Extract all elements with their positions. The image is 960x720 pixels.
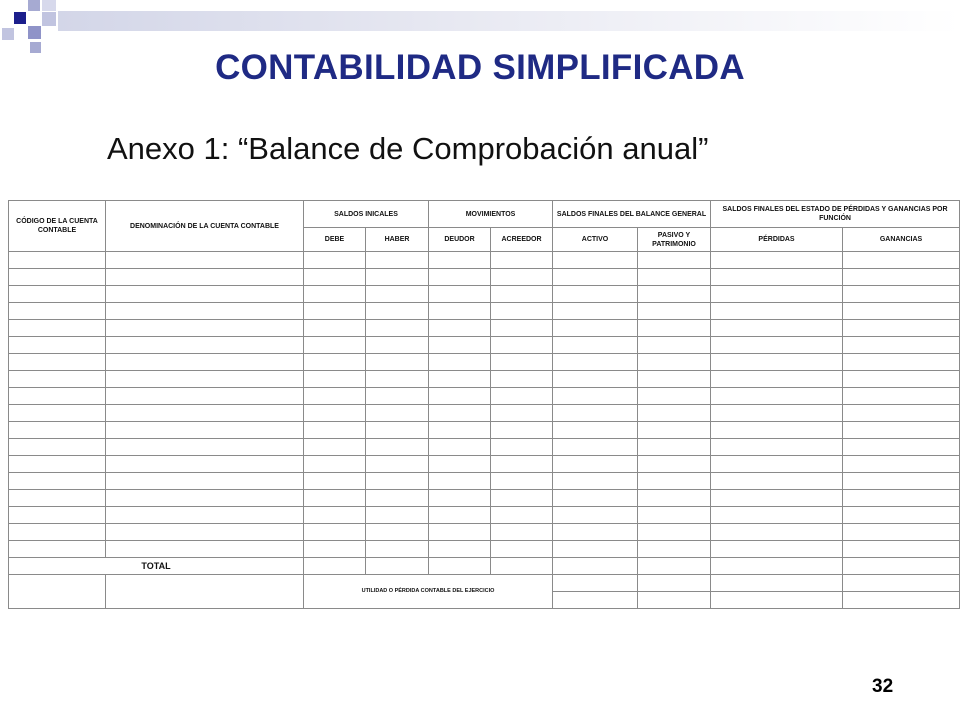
table-cell [304, 337, 366, 354]
table-cell [843, 354, 960, 371]
table-cell [553, 507, 638, 524]
table-cell [843, 541, 960, 558]
table-cell [429, 354, 491, 371]
table-cell [843, 303, 960, 320]
table-cell [553, 592, 638, 609]
decor-square-dark [28, 26, 41, 39]
table-cell [843, 558, 960, 575]
table-cell [843, 507, 960, 524]
table-cell [638, 524, 711, 541]
table-cell [711, 337, 843, 354]
table-cell [366, 439, 429, 456]
table-cell [366, 405, 429, 422]
table-cell [711, 541, 843, 558]
decor-square-light [2, 28, 14, 40]
table-cell [366, 303, 429, 320]
col-header-ganancias: GANANCIAS [843, 228, 960, 252]
table-cell [553, 303, 638, 320]
table-cell [553, 354, 638, 371]
table-cell [491, 405, 553, 422]
table-cell [491, 422, 553, 439]
table-cell [429, 558, 491, 575]
table-cell [106, 541, 304, 558]
table-cell [106, 320, 304, 337]
table-cell [366, 354, 429, 371]
group-header-saldos-perdidas: SALDOS FINALES DEL ESTADO DE PÉRDIDAS Y GANANCIAS POR FUNCIÓN [711, 201, 960, 228]
table-cell [491, 354, 553, 371]
table-cell [9, 286, 106, 303]
table-cell [106, 524, 304, 541]
table-cell [638, 371, 711, 388]
table-row [9, 422, 960, 439]
balance-table [8, 200, 960, 609]
table-cell [9, 303, 106, 320]
total-label: TOTAL [9, 558, 304, 575]
table-cell [106, 575, 304, 592]
col-header-pasivo: PASIVO Y PATRIMONIO [638, 228, 711, 252]
table-row [9, 507, 960, 524]
table-cell [429, 405, 491, 422]
table-cell [304, 507, 366, 524]
table-cell [106, 388, 304, 405]
table-cell [553, 558, 638, 575]
table-row [9, 473, 960, 490]
table-cell [843, 252, 960, 269]
table-cell [491, 388, 553, 405]
table-cell [553, 320, 638, 337]
table-cell [638, 541, 711, 558]
table-cell [304, 320, 366, 337]
table-cell [304, 541, 366, 558]
col-header-codigo: CÓDIGO DE LA CUENTA CONTABLE [9, 201, 106, 252]
table-cell [711, 405, 843, 422]
table-cell [9, 320, 106, 337]
table-row [9, 269, 960, 286]
table-cell [843, 388, 960, 405]
table-cell [106, 269, 304, 286]
table-cell [711, 354, 843, 371]
table-cell [553, 439, 638, 456]
table-cell [9, 439, 106, 456]
table-header-row [9, 201, 960, 228]
table-cell [9, 456, 106, 473]
table-cell [304, 490, 366, 507]
table-cell [638, 558, 711, 575]
table-cell [843, 405, 960, 422]
table-cell [711, 490, 843, 507]
table-cell [304, 473, 366, 490]
table-cell [106, 371, 304, 388]
table-cell [366, 388, 429, 405]
table-cell [429, 371, 491, 388]
table-cell [429, 422, 491, 439]
table-cell [711, 524, 843, 541]
table-row [9, 286, 960, 303]
table-cell [9, 422, 106, 439]
group-header-saldos-iniciales: SALDOS INICALES [304, 201, 429, 228]
group-header-movimientos: MOVIMIENTOS [429, 201, 553, 228]
col-header-deudor: DEUDOR [429, 228, 491, 252]
table-row [9, 456, 960, 473]
utilidad-label: UTILIDAD O PÉRDIDA CONTABLE DEL EJERCICIO [304, 575, 553, 609]
table-cell [491, 456, 553, 473]
table-cell [9, 507, 106, 524]
table-cell [429, 541, 491, 558]
table-cell [491, 473, 553, 490]
table-cell [106, 337, 304, 354]
table-row [9, 354, 960, 371]
decor-square-light [28, 0, 40, 11]
table-cell [106, 592, 304, 609]
table-cell [366, 286, 429, 303]
table-cell [429, 388, 491, 405]
table-cell [711, 473, 843, 490]
table-cell [9, 371, 106, 388]
table-cell [843, 371, 960, 388]
col-header-acreedor: ACREEDOR [491, 228, 553, 252]
table-cell [429, 439, 491, 456]
table-row [9, 388, 960, 405]
table-cell [638, 575, 711, 592]
table-cell [843, 490, 960, 507]
table-body [9, 252, 960, 558]
col-header-haber: HABER [366, 228, 429, 252]
table-cell [843, 524, 960, 541]
table-cell [491, 558, 553, 575]
table-cell [429, 524, 491, 541]
table-total-row [9, 558, 960, 575]
table-cell [711, 388, 843, 405]
table-cell [304, 388, 366, 405]
table-cell [553, 405, 638, 422]
table-cell [711, 422, 843, 439]
table-cell [491, 490, 553, 507]
slide-title: CONTABILIDAD SIMPLIFICADA [215, 48, 745, 87]
table-cell [366, 490, 429, 507]
table-cell [366, 524, 429, 541]
table-cell [304, 405, 366, 422]
table-cell [638, 303, 711, 320]
table-cell [429, 490, 491, 507]
table-cell [711, 371, 843, 388]
table-cell [638, 405, 711, 422]
table-row [9, 371, 960, 388]
table-cell [304, 422, 366, 439]
table-cell [366, 371, 429, 388]
table-cell [711, 558, 843, 575]
table-row [9, 541, 960, 558]
table-cell [638, 592, 711, 609]
decor-square-light [42, 0, 56, 11]
table-cell [638, 388, 711, 405]
table-cell [366, 337, 429, 354]
table-cell [843, 269, 960, 286]
table-cell [553, 286, 638, 303]
table-cell [711, 456, 843, 473]
table-cell [106, 252, 304, 269]
table-cell [9, 490, 106, 507]
table-cell [304, 558, 366, 575]
table-cell [304, 456, 366, 473]
table-cell [106, 405, 304, 422]
table-cell [9, 592, 106, 609]
table-cell [711, 286, 843, 303]
table-cell [429, 473, 491, 490]
table-cell [553, 524, 638, 541]
table-cell [843, 575, 960, 592]
table-cell [429, 252, 491, 269]
table-cell [9, 473, 106, 490]
table-cell [429, 286, 491, 303]
table-cell [553, 456, 638, 473]
table-cell [843, 422, 960, 439]
table-cell [553, 541, 638, 558]
table-cell [304, 286, 366, 303]
table-cell [9, 388, 106, 405]
col-header-denominacion: DENOMINACIÓN DE LA CUENTA CONTABLE [106, 201, 304, 252]
col-header-activo: ACTIVO [553, 228, 638, 252]
group-header-saldos-balance: SALDOS FINALES DEL BALANCE GENERAL [553, 201, 711, 228]
table-cell [491, 337, 553, 354]
table-cell [843, 286, 960, 303]
table-cell [553, 422, 638, 439]
table-cell [366, 558, 429, 575]
table-cell [638, 320, 711, 337]
table-cell [366, 473, 429, 490]
table-cell [429, 456, 491, 473]
table-cell [553, 252, 638, 269]
table-cell [711, 507, 843, 524]
table-cell [429, 269, 491, 286]
table-cell [304, 252, 366, 269]
table-cell [711, 252, 843, 269]
table-cell [638, 252, 711, 269]
table-cell [106, 490, 304, 507]
table-cell [491, 371, 553, 388]
table-cell [106, 456, 304, 473]
table-cell [843, 592, 960, 609]
table-cell [9, 269, 106, 286]
table-cell [843, 337, 960, 354]
table-cell [638, 507, 711, 524]
table-cell [429, 337, 491, 354]
table-cell [553, 371, 638, 388]
table-cell [106, 473, 304, 490]
table-cell [491, 541, 553, 558]
table-cell [711, 269, 843, 286]
table-cell [106, 439, 304, 456]
table-cell [9, 541, 106, 558]
table-cell [366, 422, 429, 439]
table-row [9, 524, 960, 541]
decor-square-dark [14, 12, 26, 24]
table-cell [304, 354, 366, 371]
table-cell [429, 320, 491, 337]
slide-subtitle: Anexo 1: “Balance de Comprobación anual” [107, 131, 709, 166]
table-cell [491, 303, 553, 320]
table-cell [366, 252, 429, 269]
table-row [9, 252, 960, 269]
table-cell [638, 354, 711, 371]
table-utilidad-row [9, 575, 960, 592]
table-cell [711, 575, 843, 592]
table-cell [638, 269, 711, 286]
table-cell [491, 269, 553, 286]
table-cell [843, 439, 960, 456]
table-row [9, 439, 960, 456]
table-cell [304, 524, 366, 541]
table-cell [711, 592, 843, 609]
table-cell [843, 473, 960, 490]
table-cell [304, 439, 366, 456]
col-header-debe: DEBE [304, 228, 366, 252]
table-cell [304, 269, 366, 286]
table-cell [304, 371, 366, 388]
table-row [9, 337, 960, 354]
table-cell [711, 303, 843, 320]
table-cell [491, 439, 553, 456]
table-cell [711, 439, 843, 456]
table-cell [491, 320, 553, 337]
table-cell [711, 320, 843, 337]
table-cell [553, 473, 638, 490]
table-cell [843, 456, 960, 473]
table-cell [106, 507, 304, 524]
table-row [9, 303, 960, 320]
table-cell [106, 303, 304, 320]
table-cell [638, 456, 711, 473]
table-cell [9, 252, 106, 269]
table-cell [9, 524, 106, 541]
table-row [9, 405, 960, 422]
table-cell [553, 575, 638, 592]
table-row [9, 490, 960, 507]
table-cell [553, 269, 638, 286]
table-cell [638, 490, 711, 507]
table-cell [491, 507, 553, 524]
table-cell [553, 388, 638, 405]
table-cell [9, 575, 106, 592]
table-cell [638, 422, 711, 439]
table-cell [9, 354, 106, 371]
table-cell [366, 320, 429, 337]
table-cell [106, 286, 304, 303]
table-cell [366, 269, 429, 286]
table-cell [429, 507, 491, 524]
table-cell [638, 439, 711, 456]
table-cell [304, 303, 366, 320]
table-cell [491, 524, 553, 541]
table-cell [9, 405, 106, 422]
col-header-perdidas: PÉRDIDAS [711, 228, 843, 252]
table-cell [366, 456, 429, 473]
table-cell [429, 303, 491, 320]
table-cell [491, 286, 553, 303]
table-cell [9, 337, 106, 354]
table-cell [843, 320, 960, 337]
table-cell [638, 337, 711, 354]
table-cell [553, 337, 638, 354]
table-cell [106, 422, 304, 439]
table-cell [638, 473, 711, 490]
table-cell [106, 354, 304, 371]
table-cell [366, 507, 429, 524]
page-number: 32 [872, 676, 894, 697]
table-row [9, 320, 960, 337]
table-cell [491, 252, 553, 269]
table-cell [366, 541, 429, 558]
table-cell [638, 286, 711, 303]
table-cell [553, 490, 638, 507]
decor-square-light [42, 12, 56, 26]
header-gradient-bar [58, 11, 960, 31]
